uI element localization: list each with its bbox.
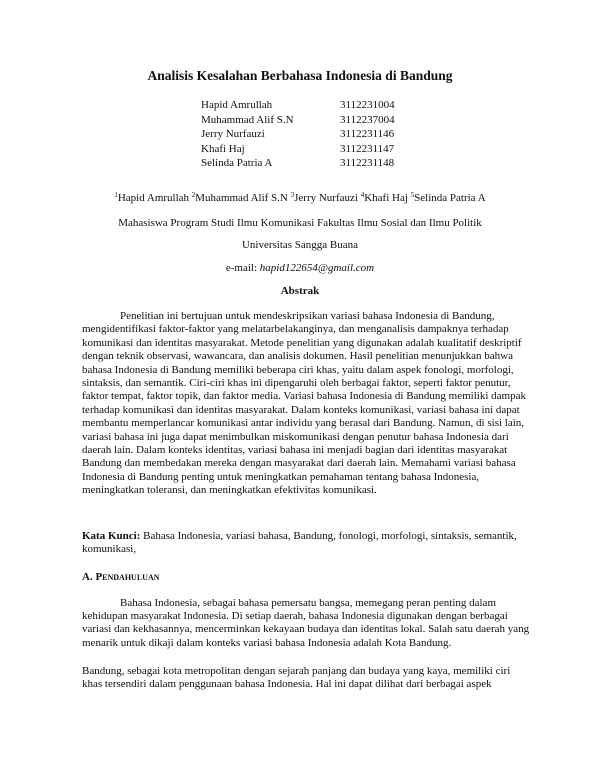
author-name: Jerry Nurfauzi [201,128,265,141]
email-line [0,262,600,274]
abstract-text: Penelitian ini bertujuan untuk mendeskripsikan variasi bahasa Indonesia di Bandung, mengidentifikasi faktor-faktor yang melatarbelakanginya, dan menganalisis dampaknya terhadap komunikasi dan identitas masyarakat. Metode penelitian yang digunakan adalah kualitatif deskriptif dengan teknik observasi, wawancara, dan analisis dokumen. Hasil penelitian menunjukkan bahwa bahasa Indonesia di Bandung memiliki beberapa ciri khas, yaitu dalam aspek fonologi, morfologi, sintaksis, dan semantik. Ciri-ciri khas ini dipengaruhi oleh berbagai faktor, seperti faktor penutur, faktor tempat, faktor topik, dan faktor media. Variasi bahasa Indonesia di Bandung memiliki dampak terhadap komunikasi dan identitas masyarakat. Dalam konteks komunikasi, variasi bahasa ini dapat membantu memperlancar komunikasi antar individu yang berasal dari Bandung. Namun, di sisi lain, variasi bahasa ini juga dapat menimbulkan miskomunikasi dengan penutur bahasa Indonesia dari daerah lain. Dalam konteks identitas, variasi bahasa ini menjadi bagian dari identitas masyarakat Bandung dan membedakan mereka dengan masyarakat dari daerah lain. Memahami variasi bahasa Indonesia di Bandung penting untuk meningkatkan pemahaman tentang bahasa Indonesia, meningkatkan toleransi, dan meningkatkan efektivitas komunikasi. [82,310,526,497]
author-row [201,156,395,171]
affiliation-author-name: Selinda Patria A [414,192,486,204]
section-heading-pendahuluan: A. Pendahuluan [82,571,160,583]
author-row [201,98,395,113]
author-superscript: 3 [290,191,295,199]
paper-title: Analisis Kesalahan Berbahasa Indonesia di Bandung [147,68,453,83]
email-label: e-mail: [225,262,260,274]
author-name: Selinda Patria A [201,157,273,170]
university: Universitas Sangga Buana [241,239,359,251]
affiliation: Mahasiswa Program Studi Ilmu Komunikasi Fakultas Ilmu Sosial dan Ilmu Politik [118,217,482,229]
author-id: 3112231004 [340,99,395,111]
author-name: Muhammad Alif S.N [201,113,294,126]
author-id: 3112231147 [340,142,395,155]
author-superscript: 2 [191,191,196,199]
author-list [201,98,395,171]
author-name: Khafi Haj [201,142,245,155]
author-id: 3112237004 [340,113,395,126]
affiliation-author-name: Hapid Amrullah [117,192,192,204]
author-id: 3112231146 [340,128,395,141]
author-row [201,113,395,128]
author-superscript: 4 [360,191,365,199]
intro-paragraph-1: Bahasa Indonesia, sebagai bahasa pemersatu bangsa, memegang peran penting dalam kehidupan masyarakat Indonesia. Di setiap daerah, bahasa Indonesia digunakan dengan berbagai variasi dan kekhasannya, mencerminkan kekayaan budaya dan identitas lokal. Salah satu daerah yang menarik untuk dikaji dalam konteks variasi bahasa Indonesia adalah Kota Bandung. [82,597,530,649]
abstract-heading: Abstrak [280,285,320,297]
keywords [82,530,530,557]
author-id: 3112231148 [340,157,395,170]
affiliation-author-name: Jerry Nurfauzi [294,192,361,204]
keywords-list: Bahasa Indonesia, variasi bahasa, Bandung, fonologi, morfologi, sintaksis, semantik, komunikasi, [82,530,517,556]
affiliation-authors-line [0,192,600,204]
keywords-label: Kata Kunci: [82,530,141,542]
author-superscript: 1 [114,191,118,199]
intro-paragraph-2: Bandung, sebagai kota metropolitan dengan sejarah panjang dan budaya yang kaya, memiliki ciri khas tersendiri dalam penggunaan bahasa Indonesia. Hal ini dapat dilihat dari berbagai aspek [82,665,511,691]
author-row [201,142,395,157]
affiliation-author-name: Khafi Haj [364,192,411,204]
affiliation-author-name: Muhammad Alif S.N [195,192,291,204]
author-row [201,127,395,142]
author-name: Hapid Amrullah [201,99,273,111]
author-superscript: 5 [410,191,415,199]
email-address: hapid122654@gmail.com [259,262,375,274]
